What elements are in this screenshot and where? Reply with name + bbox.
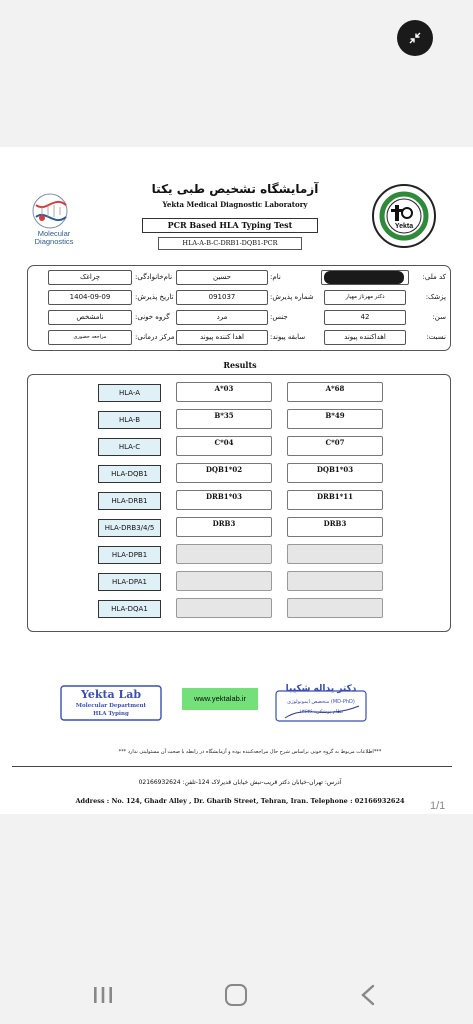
relation-label: نسبت: [426, 333, 446, 341]
stamp-right-line2: نظام پزشکی: ۱۳۶۳۶ [299, 709, 343, 715]
stamp-right-line1: متخصص ایمونولوژی (MD-PhD) [287, 699, 355, 705]
allele-2: DRB1*11 [287, 490, 383, 510]
allele-1: B*35 [176, 409, 272, 429]
admission-date-label: تاریخ پذیرش: [135, 293, 174, 301]
test-loci: HLA-A-B-C-DRB1-DQB1-PCR [158, 237, 302, 250]
patient-info-panel [27, 265, 451, 351]
recent-apps-icon[interactable] [93, 986, 113, 1004]
lab-stamp [60, 685, 162, 721]
admission-number-label: شماره پذیرش: [270, 293, 314, 301]
divider [12, 766, 452, 767]
admission-number-field: 091037 [176, 290, 268, 305]
locus-label: HLA-DRB1 [98, 492, 161, 510]
allele-1 [176, 571, 272, 591]
address-english: Address : No. 124, Ghadr Alley , Dr. Gharib Street, Tehran, Iran. Telephone : 02166932624 [75, 797, 405, 805]
back-icon[interactable] [360, 984, 376, 1006]
transplant-history-field: اهدا کننده پیوند [176, 330, 268, 345]
allele-2: DQB1*03 [287, 463, 383, 483]
locus-label: HLA-DPB1 [98, 546, 161, 564]
lab-name-english: Yekta Medical Diagnostic Laboratory [162, 200, 308, 209]
allele-1: A*03 [176, 382, 272, 402]
relation-field: اهداکننده پیوند [324, 330, 406, 345]
locus-label: HLA-DQA1 [98, 600, 161, 618]
report-document [0, 147, 473, 814]
page-indicator: 1/1 [430, 800, 446, 812]
allele-1: DRB1*03 [176, 490, 272, 510]
results-title: Results [223, 360, 257, 370]
allele-2: B*49 [287, 409, 383, 429]
locus-label: HLA-DRB3/4/5 [98, 519, 161, 537]
allele-1 [176, 544, 272, 564]
blood-group-field: نامشخص [48, 310, 132, 325]
stamp-left-title: Yekta Lab [80, 688, 142, 701]
allele-1: DRB3 [176, 517, 272, 537]
stamp-left-line2: HLA Typing [93, 711, 129, 717]
admission-date-field: 1404-09-09 [48, 290, 132, 305]
family-field: چراغک [48, 270, 132, 285]
footnote: ***اطلاعات مربوط به گروه خونی براساس شرح حال مراجعه‌کننده بوده و آزمایشگاه در رابطه با صحت آن مسئولیتی ندارد *** [118, 749, 382, 755]
blood-group-label: گروه خونی: [135, 313, 170, 321]
lab-name-persian: آزمایشگاه تشخیص طبی یکتا [151, 182, 319, 196]
collapse-fullscreen-button[interactable] [397, 20, 433, 56]
allele-2 [287, 571, 383, 591]
transplant-history-label: سابقه پیوند: [270, 333, 306, 341]
gender-field: مرد [176, 310, 268, 325]
physician-field: دکتر مهرناز مهیار [324, 290, 406, 305]
allele-2 [287, 598, 383, 618]
stamp-right-name: دکتر یداله شکیبا [285, 684, 357, 694]
doctor-stamp [275, 682, 367, 722]
website-link[interactable]: www.yektalab.ir [182, 688, 258, 710]
test-title: PCR Based HLA Typing Test [142, 218, 318, 233]
logo-left-caption: Molecular Diagnostics [34, 229, 74, 246]
locus-label: HLA-A [98, 384, 161, 402]
allele-2: A*68 [287, 382, 383, 402]
yekta-seal-text: Yekta [394, 223, 414, 230]
treatment-center-label: مرکز درمانی: [135, 333, 175, 341]
yekta-seal-logo-icon [371, 183, 437, 249]
age-field: 42 [324, 310, 406, 325]
allele-2: DRB3 [287, 517, 383, 537]
locus-label: HLA-C [98, 438, 161, 456]
family-label: نام‌خانوادگی: [135, 273, 173, 281]
allele-1: DQB1*02 [176, 463, 272, 483]
address-persian: آدرس: تهران-خیابان دکتر قریب-نبش خیابان قدیرلاک 124-تلفن: 02166932624 [138, 779, 342, 786]
national-id-label: کد ملی: [422, 273, 446, 281]
allele-1 [176, 598, 272, 618]
system-navigation-bar [0, 955, 473, 1024]
name-field: حسین [176, 270, 268, 285]
locus-label: HLA-DQB1 [98, 465, 161, 483]
gender-label: جنس: [270, 313, 288, 321]
results-panel [27, 374, 451, 632]
locus-label: HLA-DPA1 [98, 573, 161, 591]
age-label: سن: [432, 313, 446, 321]
allele-1: C*04 [176, 436, 272, 456]
locus-label: HLA-B [98, 411, 161, 429]
treatment-center-field: مراجعه حضوری [48, 330, 132, 345]
stamp-left-line1: Molecular Department [75, 703, 147, 709]
home-icon[interactable] [225, 984, 247, 1006]
allele-2: C*07 [287, 436, 383, 456]
allele-2 [287, 544, 383, 564]
collapse-icon [408, 31, 422, 45]
physician-label: پزشک: [425, 293, 446, 301]
name-label: نام: [270, 273, 281, 281]
national-id-redaction [324, 271, 404, 284]
